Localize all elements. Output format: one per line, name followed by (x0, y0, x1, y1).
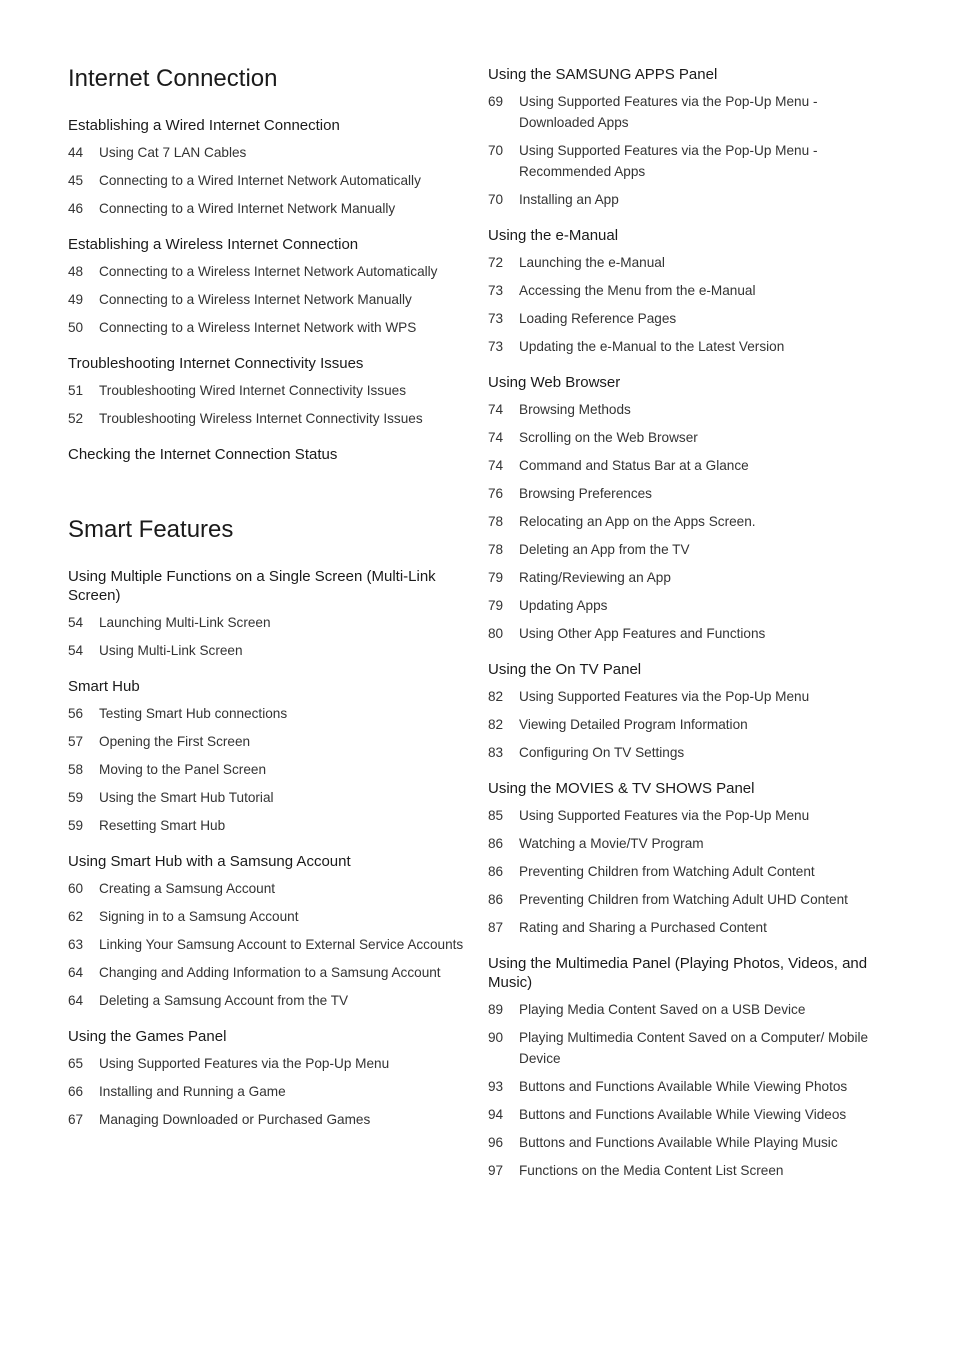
toc-entry[interactable] (488, 140, 888, 182)
section-title[interactable]: Establishing a Wired Internet Connection (68, 117, 340, 134)
toc-entry[interactable] (68, 640, 470, 661)
toc-entry[interactable] (68, 703, 470, 724)
entry-page-number: 56 (68, 706, 84, 721)
entry-page-number: 76 (488, 486, 504, 501)
entry-page-number: 54 (68, 615, 84, 630)
toc-section (488, 660, 888, 763)
toc-section (488, 226, 888, 357)
section-title[interactable]: Using Web Browser (488, 374, 621, 391)
entry-title: Rating and Sharing a Purchased Content (519, 920, 767, 935)
toc-entry[interactable] (68, 878, 470, 899)
entry-title: Connecting to a Wired Internet Network Automatically (99, 173, 421, 188)
entry-title: Buttons and Functions Available While Viewing Photos (519, 1079, 848, 1094)
entry-title: Using Cat 7 LAN Cables (99, 145, 247, 160)
entry-page-number: 60 (68, 881, 84, 896)
entry-title: Loading Reference Pages (519, 311, 677, 326)
entry-page-number: 78 (488, 542, 504, 557)
entry-title: Scrolling on the Web Browser (519, 430, 698, 445)
toc-entry[interactable] (68, 731, 470, 752)
entry-page-number: 66 (68, 1084, 84, 1099)
entry-title: Using Supported Features via the Pop-Up Menu (99, 1056, 390, 1071)
entry-page-number: 86 (488, 864, 504, 879)
section-title[interactable]: Using the SAMSUNG APPS Panel (488, 66, 718, 83)
entry-title: Linking Your Samsung Account to External Service Accounts (99, 937, 464, 952)
entry-title: Deleting a Samsung Account from the TV (99, 993, 349, 1008)
entry-page-number: 70 (488, 192, 504, 207)
toc-entry[interactable] (488, 308, 888, 329)
entry-page-number: 89 (488, 1002, 504, 1017)
entry-title: Signing in to a Samsung Account (99, 909, 299, 924)
entry-title: Launching the e-Manual (519, 255, 665, 270)
entry-title: Using Supported Features via the Pop-Up Menu - Recommended Apps (519, 143, 818, 179)
entry-page-number: 78 (488, 514, 504, 529)
entry-title: Configuring On TV Settings (519, 745, 685, 760)
chapter-title: Smart Features (68, 516, 234, 543)
entry-page-number: 93 (488, 1079, 504, 1094)
toc-entry[interactable] (488, 595, 888, 616)
toc-entry[interactable] (68, 380, 470, 401)
entry-page-number: 70 (488, 143, 504, 158)
toc-entry[interactable] (488, 427, 888, 448)
entry-title: Moving to the Panel Screen (99, 762, 267, 777)
entry-title: Updating the e-Manual to the Latest Version (519, 339, 785, 354)
toc-section (68, 1027, 470, 1130)
entry-page-number: 64 (68, 965, 84, 980)
entry-page-number: 59 (68, 790, 84, 805)
section-title[interactable]: Checking the Internet Connection Status (68, 446, 338, 463)
toc-entry[interactable] (488, 399, 888, 420)
toc-entry[interactable] (488, 1104, 888, 1125)
entry-title: Installing and Running a Game (99, 1084, 286, 1099)
toc-entry[interactable] (488, 455, 888, 476)
section-title[interactable]: Using the MOVIES & TV SHOWS Panel (488, 780, 755, 797)
toc-entry[interactable] (68, 990, 470, 1011)
entry-page-number: 46 (68, 201, 84, 216)
toc-entry[interactable] (68, 1109, 470, 1130)
entry-page-number: 83 (488, 745, 504, 760)
toc-entry[interactable] (68, 612, 470, 633)
entry-title: Using Supported Features via the Pop-Up Menu (519, 808, 810, 823)
entry-title: Browsing Methods (519, 402, 631, 417)
toc-section (488, 373, 888, 644)
entry-page-number: 79 (488, 570, 504, 585)
entry-title: Preventing Children from Watching Adult UHD Content (519, 892, 848, 907)
entry-page-number: 90 (488, 1030, 504, 1045)
section-title[interactable]: Using the e-Manual (488, 227, 619, 244)
toc-entry[interactable] (488, 999, 888, 1020)
toc-entry[interactable] (68, 261, 470, 282)
toc-section (68, 235, 470, 338)
toc-entry[interactable] (488, 483, 888, 504)
entry-title: Functions on the Media Content List Screen (519, 1163, 784, 1178)
entry-title: Playing Multimedia Content Saved on a Computer/ Mobile Device (519, 1030, 869, 1066)
toc-entry[interactable] (488, 511, 888, 532)
chapter-title: Internet Connection (68, 65, 278, 92)
toc-section (68, 354, 470, 429)
toc-entry[interactable] (68, 962, 470, 983)
entry-title: Relocating an App on the Apps Screen. (519, 514, 756, 529)
toc-entry[interactable] (488, 1160, 888, 1181)
toc-entry[interactable] (68, 759, 470, 780)
entry-title: Browsing Preferences (519, 486, 652, 501)
toc-entry[interactable] (68, 1081, 470, 1102)
toc-entry[interactable] (488, 833, 888, 854)
entry-title: Updating Apps (519, 598, 608, 613)
toc-entry[interactable] (68, 317, 470, 338)
toc-entry[interactable] (488, 861, 888, 882)
entry-page-number: 63 (68, 937, 84, 952)
entry-page-number: 57 (68, 734, 84, 749)
toc-section (488, 954, 888, 1181)
entry-page-number: 85 (488, 808, 504, 823)
entry-title: Connecting to a Wireless Internet Network Manually (99, 292, 412, 307)
entry-title: Using Other App Features and Functions (519, 626, 766, 641)
entry-title: Watching a Movie/TV Program (519, 836, 704, 851)
toc-section (68, 445, 470, 464)
section-title[interactable]: Establishing a Wireless Internet Connection (68, 236, 359, 253)
entry-page-number: 65 (68, 1056, 84, 1071)
entry-title: Troubleshooting Wired Internet Connectivity Issues (99, 383, 407, 398)
toc-entry[interactable] (488, 1076, 888, 1097)
entry-page-number: 62 (68, 909, 84, 924)
entry-title: Using Supported Features via the Pop-Up Menu - Downloaded Apps (519, 94, 818, 130)
entry-title: Resetting Smart Hub (99, 818, 226, 833)
entry-title: Changing and Adding Information to a Samsung Account (99, 965, 441, 980)
toc-left-column (68, 62, 470, 1130)
toc-entry[interactable] (488, 917, 888, 938)
entry-page-number: 49 (68, 292, 84, 307)
entry-title: Command and Status Bar at a Glance (519, 458, 749, 473)
entry-title: Using Multi-Link Screen (99, 643, 243, 658)
entry-page-number: 79 (488, 598, 504, 613)
entry-page-number: 69 (488, 94, 504, 109)
entry-page-number: 73 (488, 283, 504, 298)
toc-entry[interactable] (68, 787, 470, 808)
toc-entry[interactable] (68, 142, 470, 163)
toc-entry[interactable] (488, 567, 888, 588)
entry-page-number: 45 (68, 173, 84, 188)
section-title[interactable]: Using the Games Panel (68, 1028, 227, 1045)
entry-title: Opening the First Screen (99, 734, 251, 749)
entry-page-number: 97 (488, 1163, 504, 1178)
toc-section (68, 677, 470, 836)
entry-title: Playing Media Content Saved on a USB Device (519, 1002, 806, 1017)
entry-page-number: 54 (68, 643, 84, 658)
entry-page-number: 73 (488, 311, 504, 326)
toc-entry[interactable] (488, 1027, 888, 1069)
toc-entry[interactable] (68, 934, 470, 955)
toc-section (68, 852, 470, 1011)
section-title[interactable]: Using Smart Hub with a Samsung Account (68, 853, 351, 870)
entry-title: Accessing the Menu from the e-Manual (519, 283, 756, 298)
toc-entry[interactable] (488, 336, 888, 357)
entry-title: Launching Multi-Link Screen (99, 615, 271, 630)
entry-title: Testing Smart Hub connections (99, 706, 288, 721)
entry-title: Buttons and Functions Available While Viewing Videos (519, 1107, 847, 1122)
section-title[interactable]: Using the On TV Panel (488, 661, 642, 678)
entry-title: Preventing Children from Watching Adult Content (519, 864, 815, 879)
entry-page-number: 86 (488, 892, 504, 907)
toc-entry[interactable] (488, 623, 888, 644)
entry-page-number: 64 (68, 993, 84, 1008)
toc-entry[interactable] (488, 189, 888, 210)
entry-title: Installing an App (519, 192, 619, 207)
entry-page-number: 82 (488, 689, 504, 704)
entry-page-number: 52 (68, 411, 84, 426)
entry-page-number: 74 (488, 458, 504, 473)
section-title[interactable]: Using the Multimedia Panel (Playing Photos, Videos, and Music) (488, 955, 868, 991)
toc-entry[interactable] (68, 1053, 470, 1074)
entry-page-number: 58 (68, 762, 84, 777)
entry-page-number: 51 (68, 383, 84, 398)
toc-entry[interactable] (488, 742, 888, 763)
toc-entry[interactable] (488, 889, 888, 910)
entry-page-number: 74 (488, 402, 504, 417)
entry-page-number: 74 (488, 430, 504, 445)
entry-title: Using Supported Features via the Pop-Up Menu (519, 689, 810, 704)
toc-entry[interactable] (488, 714, 888, 735)
entry-title: Connecting to a Wireless Internet Network Automatically (99, 264, 438, 279)
entry-page-number: 94 (488, 1107, 504, 1122)
entry-page-number: 72 (488, 255, 504, 270)
entry-page-number: 67 (68, 1112, 84, 1127)
entry-title: Connecting to a Wireless Internet Network with WPS (99, 320, 417, 335)
toc-entry[interactable] (488, 252, 888, 273)
toc-entry[interactable] (488, 686, 888, 707)
entry-title: Buttons and Functions Available While Playing Music (519, 1135, 838, 1150)
entry-title: Rating/Reviewing an App (519, 570, 671, 585)
toc-right-column (488, 62, 888, 1181)
entry-page-number: 96 (488, 1135, 504, 1150)
entry-title: Deleting an App from the TV (519, 542, 690, 557)
toc-section (488, 65, 888, 210)
entry-title: Using the Smart Hub Tutorial (99, 790, 274, 805)
entry-page-number: 80 (488, 626, 504, 641)
entry-page-number: 82 (488, 717, 504, 732)
toc-entry[interactable] (488, 805, 888, 826)
toc-entry[interactable] (488, 91, 888, 133)
entry-page-number: 86 (488, 836, 504, 851)
section-title[interactable]: Using Multiple Functions on a Single Screen (Multi-Link Screen) (68, 568, 436, 604)
toc-entry[interactable] (68, 408, 470, 429)
toc-entry[interactable] (488, 539, 888, 560)
entry-title: Viewing Detailed Program Information (519, 717, 748, 732)
toc-entry[interactable] (68, 198, 470, 219)
entry-page-number: 59 (68, 818, 84, 833)
entry-page-number: 87 (488, 920, 504, 935)
toc-section (488, 779, 888, 938)
entry-page-number: 44 (68, 145, 84, 160)
entry-title: Managing Downloaded or Purchased Games (99, 1112, 371, 1127)
toc-entry[interactable] (68, 289, 470, 310)
section-title[interactable]: Smart Hub (68, 678, 140, 695)
entry-page-number: 73 (488, 339, 504, 354)
section-title[interactable]: Troubleshooting Internet Connectivity Issues (68, 355, 364, 372)
entry-title: Troubleshooting Wireless Internet Connectivity Issues (99, 411, 423, 426)
toc-entry[interactable] (488, 280, 888, 301)
toc-entry[interactable] (488, 1132, 888, 1153)
entry-page-number: 48 (68, 264, 84, 279)
toc-entry[interactable] (68, 906, 470, 927)
toc-entry[interactable] (68, 170, 470, 191)
entry-title: Creating a Samsung Account (99, 881, 276, 896)
entry-page-number: 50 (68, 320, 84, 335)
toc-entry[interactable] (68, 815, 470, 836)
toc-section (68, 567, 470, 661)
entry-title: Connecting to a Wired Internet Network Manually (99, 201, 396, 216)
toc-section (68, 116, 470, 219)
